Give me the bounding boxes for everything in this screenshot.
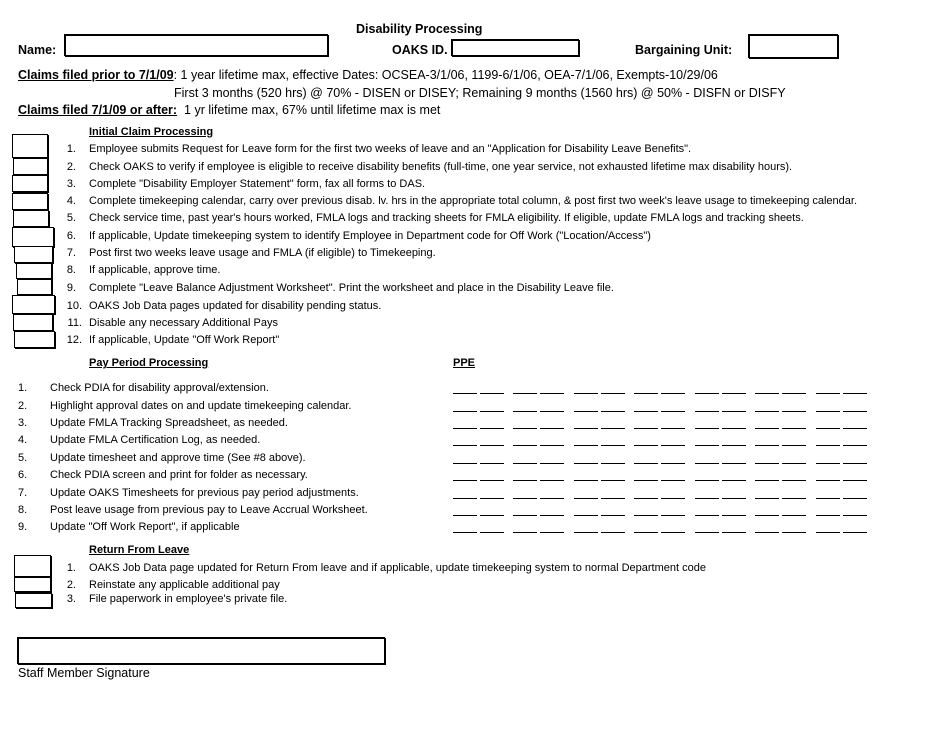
list-item-number: 1.: [66, 562, 76, 574]
ppe-blank-line[interactable]: [513, 498, 537, 499]
list-item: OAKS Job Data pages updated for disability pending status.: [89, 300, 382, 312]
signature-label: Staff Member Signature: [18, 666, 150, 680]
ppe-blank-line[interactable]: [816, 498, 840, 499]
initial-claim-heading: Initial Claim Processing: [89, 126, 214, 138]
ppe-blank-line[interactable]: [843, 445, 867, 446]
list-item-number: 1.: [66, 143, 76, 155]
ppe-blank-line[interactable]: [816, 515, 840, 516]
ppe-blank-line[interactable]: [540, 428, 564, 429]
list-item-number: 4.: [66, 195, 76, 207]
ppe-blank-line[interactable]: [513, 411, 537, 412]
list-item: Disable any necessary Additional Pays: [89, 317, 278, 329]
claims-after-label: Claims filed 7/1/09 or after:: [18, 103, 178, 117]
ppe-blank-line[interactable]: [453, 445, 477, 446]
ppe-blank-line[interactable]: [513, 480, 537, 481]
ppe-blank-line[interactable]: [695, 445, 719, 446]
ppe-blank-line[interactable]: [601, 411, 625, 412]
ppe-blank-line[interactable]: [695, 498, 719, 499]
initial-checkbox-4[interactable]: [12, 193, 48, 210]
ppe-blank-line[interactable]: [634, 463, 658, 464]
claims-prior-line: [18, 68, 718, 82]
claims-prior-rates: First 3 months (520 hrs) @ 70% - DISEN or DISEY; Remaining 9 months (1560 hrs) @ 50% - DISFN or DISFY: [174, 86, 786, 100]
bargaining-unit-field[interactable]: [748, 34, 838, 58]
ppe-blank-line[interactable]: [782, 411, 806, 412]
ppe-blank-line[interactable]: [634, 445, 658, 446]
list-item-number: 3.: [66, 178, 76, 190]
ppe-blank-line[interactable]: [661, 532, 685, 533]
ppe-blank-line[interactable]: [722, 428, 746, 429]
ppe-blank-line[interactable]: [601, 480, 625, 481]
ppe-blank-line[interactable]: [540, 515, 564, 516]
ppe-blank-line[interactable]: [601, 428, 625, 429]
ppe-blank-line[interactable]: [480, 515, 504, 516]
list-item: Update OAKS Timesheets for previous pay period adjustments.: [50, 487, 359, 499]
initial-checkbox-10[interactable]: [12, 295, 55, 314]
ppe-blank-line[interactable]: [782, 463, 806, 464]
ppe-blank-line[interactable]: [601, 463, 625, 464]
return-from-leave-heading: Return From Leave: [89, 544, 190, 556]
ppe-blank-line[interactable]: [782, 480, 806, 481]
ppe-blank-line[interactable]: [843, 463, 867, 464]
list-item-number: 5.: [18, 452, 28, 464]
ppe-blank-line[interactable]: [540, 445, 564, 446]
list-item-number: 11.: [67, 317, 82, 329]
ppe-blank-line[interactable]: [540, 393, 564, 394]
page-title: Disability Processing: [356, 22, 483, 36]
ppe-blank-line[interactable]: [661, 428, 685, 429]
initial-checkbox-11[interactable]: [13, 314, 53, 331]
ppe-blank-line[interactable]: [782, 445, 806, 446]
ppe-blank-line[interactable]: [816, 532, 840, 533]
claims-prior-text: : 1 year lifetime max, effective Dates: OCSEA-3/1/06, 1199-6/1/06, OEA-7/1/06, Exempts-10/29/06: [173, 68, 718, 82]
return-checkbox-1[interactable]: [14, 555, 51, 577]
ppe-blank-line[interactable]: [540, 480, 564, 481]
ppe-blank-line[interactable]: [843, 393, 867, 394]
list-item: Employee submits Request for Leave form for the first two weeks of leave and an "Application for Disability Leave Benefits".: [89, 143, 692, 155]
ppe-blank-line[interactable]: [661, 393, 685, 394]
ppe-blank-line[interactable]: [782, 393, 806, 394]
ppe-blank-line[interactable]: [816, 411, 840, 412]
ppe-blank-line[interactable]: [843, 532, 867, 533]
list-item-number: 8.: [66, 264, 76, 276]
list-item-number: 2.: [18, 400, 28, 412]
oaks-id-label: OAKS ID.: [392, 43, 448, 57]
list-item: Update timesheet and approve time (See #8 above).: [50, 452, 306, 464]
ppe-blank-line[interactable]: [540, 532, 564, 533]
return-checkbox-3[interactable]: [15, 593, 52, 608]
ppe-blank-line[interactable]: [513, 463, 537, 464]
claims-prior-label: Claims filed prior to 7/1/09: [18, 68, 174, 82]
ppe-blank-line[interactable]: [661, 463, 685, 464]
list-item-number: 10.: [66, 300, 82, 312]
ppe-blank-line[interactable]: [755, 411, 779, 412]
ppe-blank-line[interactable]: [816, 445, 840, 446]
ppe-blank-line[interactable]: [634, 480, 658, 481]
list-item-number: 5.: [66, 212, 76, 224]
ppe-blank-line[interactable]: [574, 498, 598, 499]
list-item-number: 3.: [66, 593, 76, 605]
claims-after-text: 1 yr lifetime max, 67% until lifetime max is met: [184, 103, 441, 117]
ppe-blank-line[interactable]: [453, 480, 477, 481]
ppe-blank-line[interactable]: [480, 498, 504, 499]
ppe-blank-line[interactable]: [513, 428, 537, 429]
list-item-number: 8.: [18, 504, 28, 516]
ppe-blank-line[interactable]: [574, 393, 598, 394]
ppe-blank-line[interactable]: [695, 480, 719, 481]
list-item: Post first two weeks leave usage and FMLA (if eligible) to Timekeeping.: [89, 247, 436, 259]
signature-field[interactable]: [17, 637, 385, 664]
ppe-blank-line[interactable]: [480, 480, 504, 481]
ppe-blank-line[interactable]: [453, 498, 477, 499]
ppe-blank-line[interactable]: [755, 428, 779, 429]
ppe-blank-line[interactable]: [661, 498, 685, 499]
ppe-blank-line[interactable]: [480, 463, 504, 464]
ppe-blank-line[interactable]: [574, 445, 598, 446]
ppe-blank-line[interactable]: [661, 445, 685, 446]
ppe-blank-line[interactable]: [513, 532, 537, 533]
ppe-blank-line[interactable]: [601, 393, 625, 394]
ppe-blank-line[interactable]: [816, 480, 840, 481]
ppe-blank-line[interactable]: [843, 498, 867, 499]
initial-checkbox-1[interactable]: [12, 134, 48, 158]
ppe-blank-line[interactable]: [722, 463, 746, 464]
list-item-number: 3.: [18, 417, 28, 429]
ppe-blank-line[interactable]: [722, 393, 746, 394]
bargaining-unit-label: Bargaining Unit:: [635, 43, 733, 57]
list-item: Complete "Disability Employer Statement" form, fax all forms to DAS.: [89, 178, 426, 190]
ppe-blank-line[interactable]: [755, 463, 779, 464]
list-item: Update FMLA Certification Log, as needed.: [50, 434, 261, 446]
ppe-blank-line[interactable]: [816, 393, 840, 394]
ppe-blank-line[interactable]: [722, 411, 746, 412]
ppe-blank-line[interactable]: [634, 532, 658, 533]
ppe-blank-line[interactable]: [480, 393, 504, 394]
initial-checkbox-9[interactable]: [17, 279, 52, 295]
ppe-blank-line[interactable]: [574, 532, 598, 533]
ppe-blank-line[interactable]: [634, 515, 658, 516]
list-item: Check service time, past year's hours worked, FMLA logs and tracking sheets for FMLA eligibility. If eligible, update FMLA logs and tracking sheets.: [89, 212, 804, 224]
ppe-blank-line[interactable]: [661, 480, 685, 481]
initial-checkbox-8[interactable]: [16, 263, 52, 279]
initial-checkbox-2[interactable]: [13, 158, 48, 175]
list-item: Check PDIA screen and print for folder as necessary.: [50, 469, 308, 481]
pay-period-heading: Pay Period Processing: [89, 357, 209, 369]
ppe-blank-line[interactable]: [574, 480, 598, 481]
ppe-blank-line[interactable]: [695, 532, 719, 533]
ppe-blank-line[interactable]: [816, 463, 840, 464]
ppe-blank-line[interactable]: [722, 498, 746, 499]
ppe-blank-line[interactable]: [695, 463, 719, 464]
initial-checkbox-7[interactable]: [14, 246, 53, 263]
list-item: Update FMLA Tracking Spreadsheet, as needed.: [50, 417, 288, 429]
list-item: Post leave usage from previous pay to Leave Accrual Worksheet.: [50, 504, 368, 516]
ppe-blank-line[interactable]: [453, 463, 477, 464]
ppe-blank-line[interactable]: [695, 393, 719, 394]
list-item-number: 12.: [66, 334, 82, 346]
list-item-number: 7.: [66, 247, 76, 259]
ppe-blank-line[interactable]: [601, 515, 625, 516]
list-item: Update "Off Work Report", if applicable: [50, 521, 240, 533]
ppe-blank-line[interactable]: [722, 445, 746, 446]
list-item: OAKS Job Data page updated for Return From leave and if applicable, update timekeeping system to normal Department code: [89, 562, 706, 574]
ppe-blank-line[interactable]: [782, 515, 806, 516]
oaks-id-field[interactable]: [451, 39, 579, 56]
list-item-number: 2.: [66, 579, 76, 591]
ppe-blank-line[interactable]: [540, 498, 564, 499]
ppe-blank-line[interactable]: [843, 515, 867, 516]
ppe-blank-line[interactable]: [695, 515, 719, 516]
ppe-blank-line[interactable]: [722, 532, 746, 533]
ppe-blank-line[interactable]: [843, 480, 867, 481]
initial-checkbox-6[interactable]: [12, 227, 54, 247]
claims-after-line: [18, 103, 440, 117]
ppe-blank-line[interactable]: [782, 498, 806, 499]
ppe-blank-line[interactable]: [540, 411, 564, 412]
ppe-blank-line[interactable]: [634, 428, 658, 429]
list-item: Complete "Leave Balance Adjustment Worksheet". Print the worksheet and place in the Disability Leave file.: [89, 282, 614, 294]
ppe-blank-line[interactable]: [574, 428, 598, 429]
list-item: Reinstate any applicable additional pay: [89, 579, 280, 591]
ppe-blank-line[interactable]: [661, 411, 685, 412]
list-item: If applicable, Update "Off Work Report": [89, 334, 280, 346]
list-item-number: 6.: [18, 469, 28, 481]
list-item-number: 4.: [18, 434, 28, 446]
ppe-blank-line[interactable]: [782, 532, 806, 533]
ppe-blank-line[interactable]: [843, 411, 867, 412]
list-item-number: 2.: [66, 161, 76, 173]
ppe-blank-line[interactable]: [722, 515, 746, 516]
ppe-label: PPE: [453, 357, 476, 369]
ppe-blank-line[interactable]: [755, 480, 779, 481]
initial-checkbox-12[interactable]: [14, 331, 55, 348]
list-item-number: 9.: [18, 521, 28, 533]
initial-checkbox-5[interactable]: [13, 210, 49, 227]
ppe-blank-line[interactable]: [634, 498, 658, 499]
ppe-blank-line[interactable]: [722, 480, 746, 481]
ppe-blank-line[interactable]: [574, 515, 598, 516]
ppe-blank-line[interactable]: [601, 498, 625, 499]
ppe-blank-line[interactable]: [453, 532, 477, 533]
ppe-blank-line[interactable]: [816, 428, 840, 429]
list-item-number: 7.: [18, 487, 28, 499]
ppe-blank-line[interactable]: [513, 445, 537, 446]
list-item-number: 9.: [66, 282, 76, 294]
return-checkbox-2[interactable]: [14, 577, 51, 592]
ppe-blank-line[interactable]: [513, 515, 537, 516]
name-label: Name:: [18, 43, 57, 57]
ppe-blank-line[interactable]: [782, 428, 806, 429]
initial-checkbox-3[interactable]: [12, 175, 48, 192]
list-item: If applicable, approve time.: [89, 264, 221, 276]
ppe-blank-line[interactable]: [634, 411, 658, 412]
list-item: If applicable, Update timekeeping system to identify Employee in Department code for Off Work ("Location/Access"): [89, 230, 651, 242]
ppe-blank-line[interactable]: [601, 532, 625, 533]
ppe-blank-line[interactable]: [480, 445, 504, 446]
ppe-blank-line[interactable]: [695, 411, 719, 412]
ppe-blank-line[interactable]: [661, 515, 685, 516]
ppe-blank-line[interactable]: [755, 515, 779, 516]
ppe-blank-line[interactable]: [540, 463, 564, 464]
ppe-blank-line[interactable]: [480, 532, 504, 533]
ppe-blank-line[interactable]: [843, 428, 867, 429]
ppe-blank-line[interactable]: [480, 428, 504, 429]
list-item: Highlight approval dates on and update timekeeping calendar.: [50, 400, 352, 412]
name-field[interactable]: [64, 34, 328, 56]
ppe-blank-line[interactable]: [574, 411, 598, 412]
ppe-blank-line[interactable]: [601, 445, 625, 446]
ppe-blank-line[interactable]: [755, 393, 779, 394]
ppe-blank-line[interactable]: [453, 515, 477, 516]
ppe-blank-line[interactable]: [755, 498, 779, 499]
ppe-blank-line[interactable]: [453, 393, 477, 394]
ppe-blank-line[interactable]: [755, 445, 779, 446]
ppe-blank-line[interactable]: [453, 428, 477, 429]
ppe-blank-line[interactable]: [755, 532, 779, 533]
ppe-blank-line[interactable]: [480, 411, 504, 412]
list-item-number: 6.: [66, 230, 76, 242]
list-item: File paperwork in employee's private file.: [89, 593, 288, 605]
ppe-blank-line[interactable]: [513, 393, 537, 394]
list-item: Complete timekeeping calendar, carry over previous disab. lv. hrs in the appropriate total column, & post first two week's leave usage to timekeeping calendar.: [89, 195, 858, 207]
ppe-blank-line[interactable]: [695, 428, 719, 429]
list-item: Check OAKS to verify if employee is eligible to receive disability benefits (full-time, one year service, not exhausted lifetime max disability hours).: [89, 161, 793, 173]
list-item-number: 1.: [18, 382, 28, 394]
ppe-blank-line[interactable]: [453, 411, 477, 412]
ppe-blank-line[interactable]: [634, 393, 658, 394]
ppe-blank-line[interactable]: [574, 463, 598, 464]
list-item: Check PDIA for disability approval/extension.: [50, 382, 269, 394]
